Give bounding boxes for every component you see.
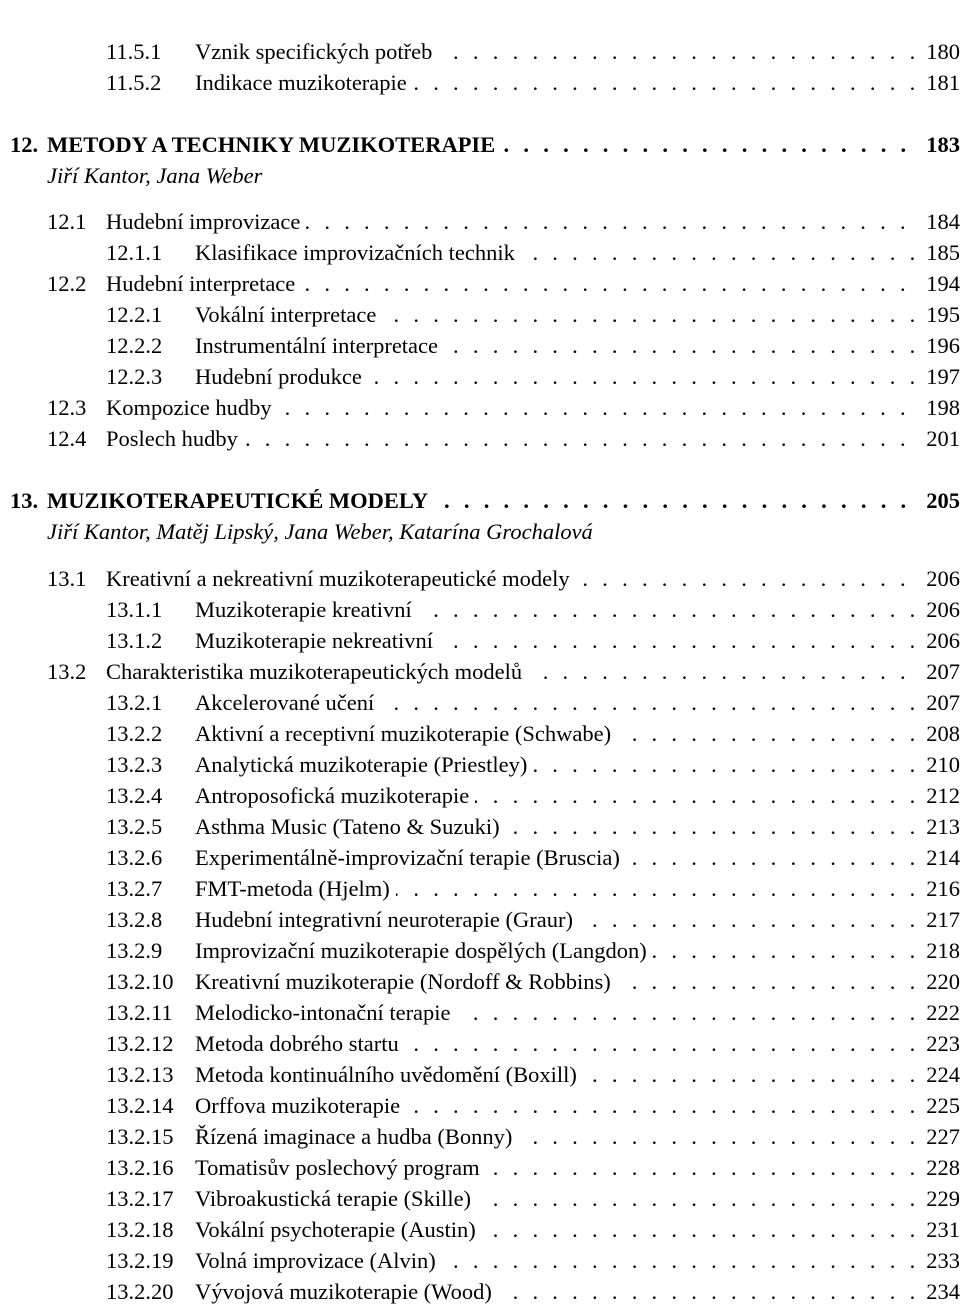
toc-entry-number: 13.2.14 <box>106 1093 174 1118</box>
toc-entry[interactable] <box>0 997 960 1028</box>
toc-entry-title-wrap <box>106 268 960 299</box>
toc-entry-title: Antroposofická muzikoterapie <box>195 783 475 808</box>
toc-entry-page-number: 214 <box>920 842 960 873</box>
toc-entry-number: 13.2.6 <box>106 845 163 870</box>
chapter-authors: Jiří Kantor, Matěj Lipský, Jana Weber, Katarína Grochalová <box>47 519 593 544</box>
toc-entry-page-number: 198 <box>920 392 960 423</box>
toc-entry[interactable] <box>0 1183 960 1214</box>
toc-entry-title-wrap <box>195 330 960 361</box>
toc-entry-title: Asthma Music (Tateno & Suzuki) <box>195 814 506 839</box>
toc-entry-number: 13.2.15 <box>106 1124 174 1149</box>
toc-entry-title: Vibroakustická terapie (Skille) <box>195 1186 477 1211</box>
toc-entry[interactable] <box>0 392 960 423</box>
toc-entry-number: 13.2.10 <box>106 969 174 994</box>
toc-entry-title: Volná improvizace (Alvin) <box>195 1248 442 1273</box>
toc-entry-page-number: 206 <box>920 563 960 594</box>
toc-entry-title-wrap <box>195 1090 960 1121</box>
toc-entry-page-number: 223 <box>920 1028 960 1059</box>
toc-entry-number: 13.1.1 <box>106 597 163 622</box>
toc-entry-title-wrap <box>106 423 960 454</box>
toc-entry-number: 12.1 <box>47 209 87 234</box>
toc-entry-title-wrap <box>195 1214 960 1245</box>
toc-entry-title: Metoda dobrého startu <box>195 1031 405 1056</box>
toc-entry-page-number: 207 <box>920 656 960 687</box>
toc-entry-title-wrap <box>195 1059 960 1090</box>
toc-entry-number: 12.2 <box>47 271 87 296</box>
toc-entry-title: Kompozice hudby <box>106 395 278 420</box>
toc-entry-page-number: 212 <box>920 780 960 811</box>
toc-entry-number: 13.1 <box>47 566 87 591</box>
toc-entry-title-wrap <box>195 997 960 1028</box>
toc-entry-page-number: 206 <box>920 625 960 656</box>
toc-chapter-entry[interactable] <box>0 485 960 516</box>
toc-entry[interactable] <box>0 718 960 749</box>
toc-entry[interactable] <box>0 904 960 935</box>
toc-entry-page-number: 196 <box>920 330 960 361</box>
toc-entry-title-wrap <box>195 237 960 268</box>
toc-entry-title: Hudební integrativní neuroterapie (Graur) <box>195 907 579 932</box>
toc-entry-page-number: 183 <box>920 129 960 160</box>
toc-entry-number: 13.2.5 <box>106 814 163 839</box>
toc-entry-number: 13.2.9 <box>106 938 163 963</box>
toc-entry-title: Akcelerované učení <box>195 690 380 715</box>
toc-entry-page-number: 231 <box>920 1214 960 1245</box>
toc-entry-title: Vokální psychoterapie (Austin) <box>195 1217 482 1242</box>
toc-entry[interactable] <box>0 656 960 687</box>
toc-entry-title-wrap <box>106 563 960 594</box>
toc-entry-number: 13.2.4 <box>106 783 163 808</box>
toc-entry-number: 13.2.16 <box>106 1155 174 1180</box>
toc-entry-title-wrap <box>195 594 960 625</box>
toc-entry[interactable] <box>0 67 960 98</box>
toc-entry-title-wrap <box>195 842 960 873</box>
toc-entry-page-number: 184 <box>920 206 960 237</box>
toc-entry-page-number: 225 <box>920 1090 960 1121</box>
toc-entry-title: Poslech hudby <box>106 426 244 451</box>
toc-entry-number: 13.2.13 <box>106 1062 174 1087</box>
chapter-authors: Jiří Kantor, Jana Weber <box>47 163 263 188</box>
toc-entry-page-number: 205 <box>920 485 960 516</box>
toc-entry-title: FMT-metoda (Hjelm) <box>195 876 396 901</box>
toc-entry-title: Melodicko-intonační terapie <box>195 1000 457 1025</box>
toc-entry-page-number: 229 <box>920 1183 960 1214</box>
toc-entry-number: 12.2.1 <box>106 302 163 327</box>
toc-entry-title: Hudební interpretace <box>106 271 301 296</box>
toc-entry-title-wrap <box>106 656 960 687</box>
toc-entry-title: Improvizační muzikoterapie dospělých (Langdon) <box>195 938 653 963</box>
toc-entry-title-wrap <box>195 1152 960 1183</box>
toc-entry-title-wrap <box>195 718 960 749</box>
toc-entry-title: Kreativní a nekreativní muzikoterapeutické modely <box>106 566 576 591</box>
toc-entry-page-number: 213 <box>920 811 960 842</box>
toc-entry[interactable] <box>0 1152 960 1183</box>
toc-entry-page-number: 222 <box>920 997 960 1028</box>
toc-entry-title: Orffova muzikoterapie <box>195 1093 406 1118</box>
toc-entry-title-wrap <box>195 299 960 330</box>
toc-entry-title: Instrumentální interpretace <box>195 333 444 358</box>
toc-entry-page-number: 185 <box>920 237 960 268</box>
toc-entry-number: 12.4 <box>47 426 87 451</box>
toc-entry-page-number: 197 <box>920 361 960 392</box>
toc-entry-title: Analytická muzikoterapie (Priestley) <box>195 752 533 777</box>
toc-entry-title-wrap <box>195 1183 960 1214</box>
toc-entry-title: Hudební produkce <box>195 364 368 389</box>
toc-entry-number: 11.5.1 <box>106 39 162 64</box>
toc-entry-page-number: 210 <box>920 749 960 780</box>
toc-entry-title-wrap <box>195 36 960 67</box>
toc-entry[interactable] <box>0 1276 960 1307</box>
toc-entry-title: Experimentálně-improvizační terapie (Bruscia) <box>195 845 626 870</box>
toc-entry-title-wrap <box>47 485 960 516</box>
toc-entry-title-wrap <box>195 780 960 811</box>
toc-entry-title-wrap <box>106 392 960 423</box>
toc-entry-number: 13.2.7 <box>106 876 163 901</box>
toc-entry-page-number: 208 <box>920 718 960 749</box>
toc-entry-title-wrap <box>195 1121 960 1152</box>
toc-entry-title-wrap <box>195 625 960 656</box>
toc-entry-number: 13.2.17 <box>106 1186 174 1211</box>
toc-entry-title-wrap <box>47 129 960 160</box>
toc-entry-page-number: 227 <box>920 1121 960 1152</box>
toc-entry[interactable] <box>0 1245 960 1276</box>
toc-entry-page-number: 206 <box>920 594 960 625</box>
toc-entry[interactable] <box>0 1028 960 1059</box>
toc-entry-title-wrap <box>195 966 960 997</box>
toc-entry-number: 13.2 <box>47 659 87 684</box>
toc-entry-title: MUZIKOTERAPEUTICKÉ MODELY <box>47 488 434 513</box>
toc-entry-title: METODY A TECHNIKY MUZIKOTERAPIE <box>47 132 501 157</box>
toc-entry-page-number: 180 <box>920 36 960 67</box>
toc-entry-title-wrap <box>195 1276 960 1307</box>
toc-entry[interactable] <box>0 206 960 237</box>
toc-entry-title: Metoda kontinuálního uvědomění (Boxill) <box>195 1062 583 1087</box>
toc-entry-page-number: 218 <box>920 935 960 966</box>
toc-entry-number: 13.2.19 <box>106 1248 174 1273</box>
toc-entry-title: Řízená imaginace a hudba (Bonny) <box>195 1124 518 1149</box>
toc-entry[interactable] <box>0 330 960 361</box>
toc-entry[interactable] <box>0 749 960 780</box>
toc-entry[interactable] <box>0 935 960 966</box>
toc-entry-page-number: 195 <box>920 299 960 330</box>
toc-entry-page-number: 194 <box>920 268 960 299</box>
toc-entry-title-wrap <box>195 811 960 842</box>
toc-entry-number: 11.5.2 <box>106 70 162 95</box>
toc-entry[interactable] <box>0 966 960 997</box>
toc-entry[interactable] <box>0 423 960 454</box>
toc-entry-title-wrap <box>195 749 960 780</box>
toc-entry[interactable] <box>0 563 960 594</box>
toc-entry[interactable] <box>0 873 960 904</box>
toc-entry-title: Hudební improvizace <box>106 209 306 234</box>
toc-entry-page-number: 233 <box>920 1245 960 1276</box>
toc-entry[interactable] <box>0 780 960 811</box>
toc-entry-title-wrap <box>195 904 960 935</box>
toc-entry[interactable] <box>0 237 960 268</box>
toc-entry-page-number: 216 <box>920 873 960 904</box>
toc-entry-title: Vývojová muzikoterapie (Wood) <box>195 1279 498 1304</box>
toc-entry-title-wrap <box>195 361 960 392</box>
toc-entry-number: 12.3 <box>47 395 87 420</box>
toc-entry[interactable] <box>0 36 960 67</box>
toc-entry-number: 13.2.3 <box>106 752 163 777</box>
toc-entry-title-wrap <box>195 935 960 966</box>
toc-entry-title-wrap <box>195 687 960 718</box>
toc-entry-title: Charakteristika muzikoterapeutických modelů <box>106 659 528 684</box>
toc-entry[interactable] <box>0 811 960 842</box>
toc-entry-title-wrap <box>195 873 960 904</box>
toc-entry-number: 12.1.1 <box>106 240 163 265</box>
toc-entry-title-wrap <box>195 1245 960 1276</box>
toc-entry[interactable] <box>0 1090 960 1121</box>
toc-entry-number: 13.2.8 <box>106 907 163 932</box>
toc-entry[interactable] <box>0 687 960 718</box>
toc-entry-title: Aktivní a receptivní muzikoterapie (Schwabe) <box>195 721 617 746</box>
toc-entry-title: Kreativní muzikoterapie (Nordoff & Robbins) <box>195 969 617 994</box>
toc-entry-page-number: 217 <box>920 904 960 935</box>
toc-chapter-entry[interactable] <box>0 129 960 160</box>
toc-entry-page-number: 181 <box>920 67 960 98</box>
toc-entry-number: 13.2.1 <box>106 690 163 715</box>
toc-entry-number: 12.2.3 <box>106 364 163 389</box>
toc-entry-title: Tomatisův poslechový program <box>195 1155 486 1180</box>
toc-entry-page-number: 224 <box>920 1059 960 1090</box>
toc-entry-title-wrap <box>106 206 960 237</box>
toc-entry[interactable] <box>0 594 960 625</box>
toc-entry-page-number: 234 <box>920 1276 960 1307</box>
toc-entry-page-number: 207 <box>920 687 960 718</box>
toc-entry-number: 13.2.12 <box>106 1031 174 1056</box>
toc-entry-number: 13.1.2 <box>106 628 163 653</box>
toc-entry-number: 13.2.20 <box>106 1279 174 1304</box>
toc-entry-number: 12. <box>10 132 39 157</box>
toc-entry[interactable] <box>0 361 960 392</box>
toc-entry-title: Vokální interpretace <box>195 302 382 327</box>
toc-entry-title: Muzikoterapie nekreativní <box>195 628 439 653</box>
toc-entry[interactable] <box>0 268 960 299</box>
toc-entry-number: 13. <box>10 488 39 513</box>
toc-entry[interactable] <box>0 1214 960 1245</box>
toc-entry-page-number: 228 <box>920 1152 960 1183</box>
toc-entry-title: Vznik specifických potřeb <box>195 39 438 64</box>
toc-entry-number: 13.2.18 <box>106 1217 174 1242</box>
toc-entry[interactable] <box>0 299 960 330</box>
toc-entry[interactable] <box>0 625 960 656</box>
toc-entry-title: Indikace muzikoterapie <box>195 70 413 95</box>
toc-entry[interactable] <box>0 1121 960 1152</box>
toc-entry-page-number: 220 <box>920 966 960 997</box>
toc-entry-title-wrap <box>195 1028 960 1059</box>
toc-entry-title-wrap <box>195 67 960 98</box>
toc-entry-number: 12.2.2 <box>106 333 163 358</box>
toc-entry-number: 13.2.2 <box>106 721 163 746</box>
toc-entry-title: Muzikoterapie kreativní <box>195 597 418 622</box>
toc-entry[interactable] <box>0 1059 960 1090</box>
toc-entry-number: 13.2.11 <box>106 1000 173 1025</box>
toc-entry-title: Klasifikace improvizačních technik <box>195 240 521 265</box>
toc-entry[interactable] <box>0 842 960 873</box>
toc-entry-page-number: 201 <box>920 423 960 454</box>
